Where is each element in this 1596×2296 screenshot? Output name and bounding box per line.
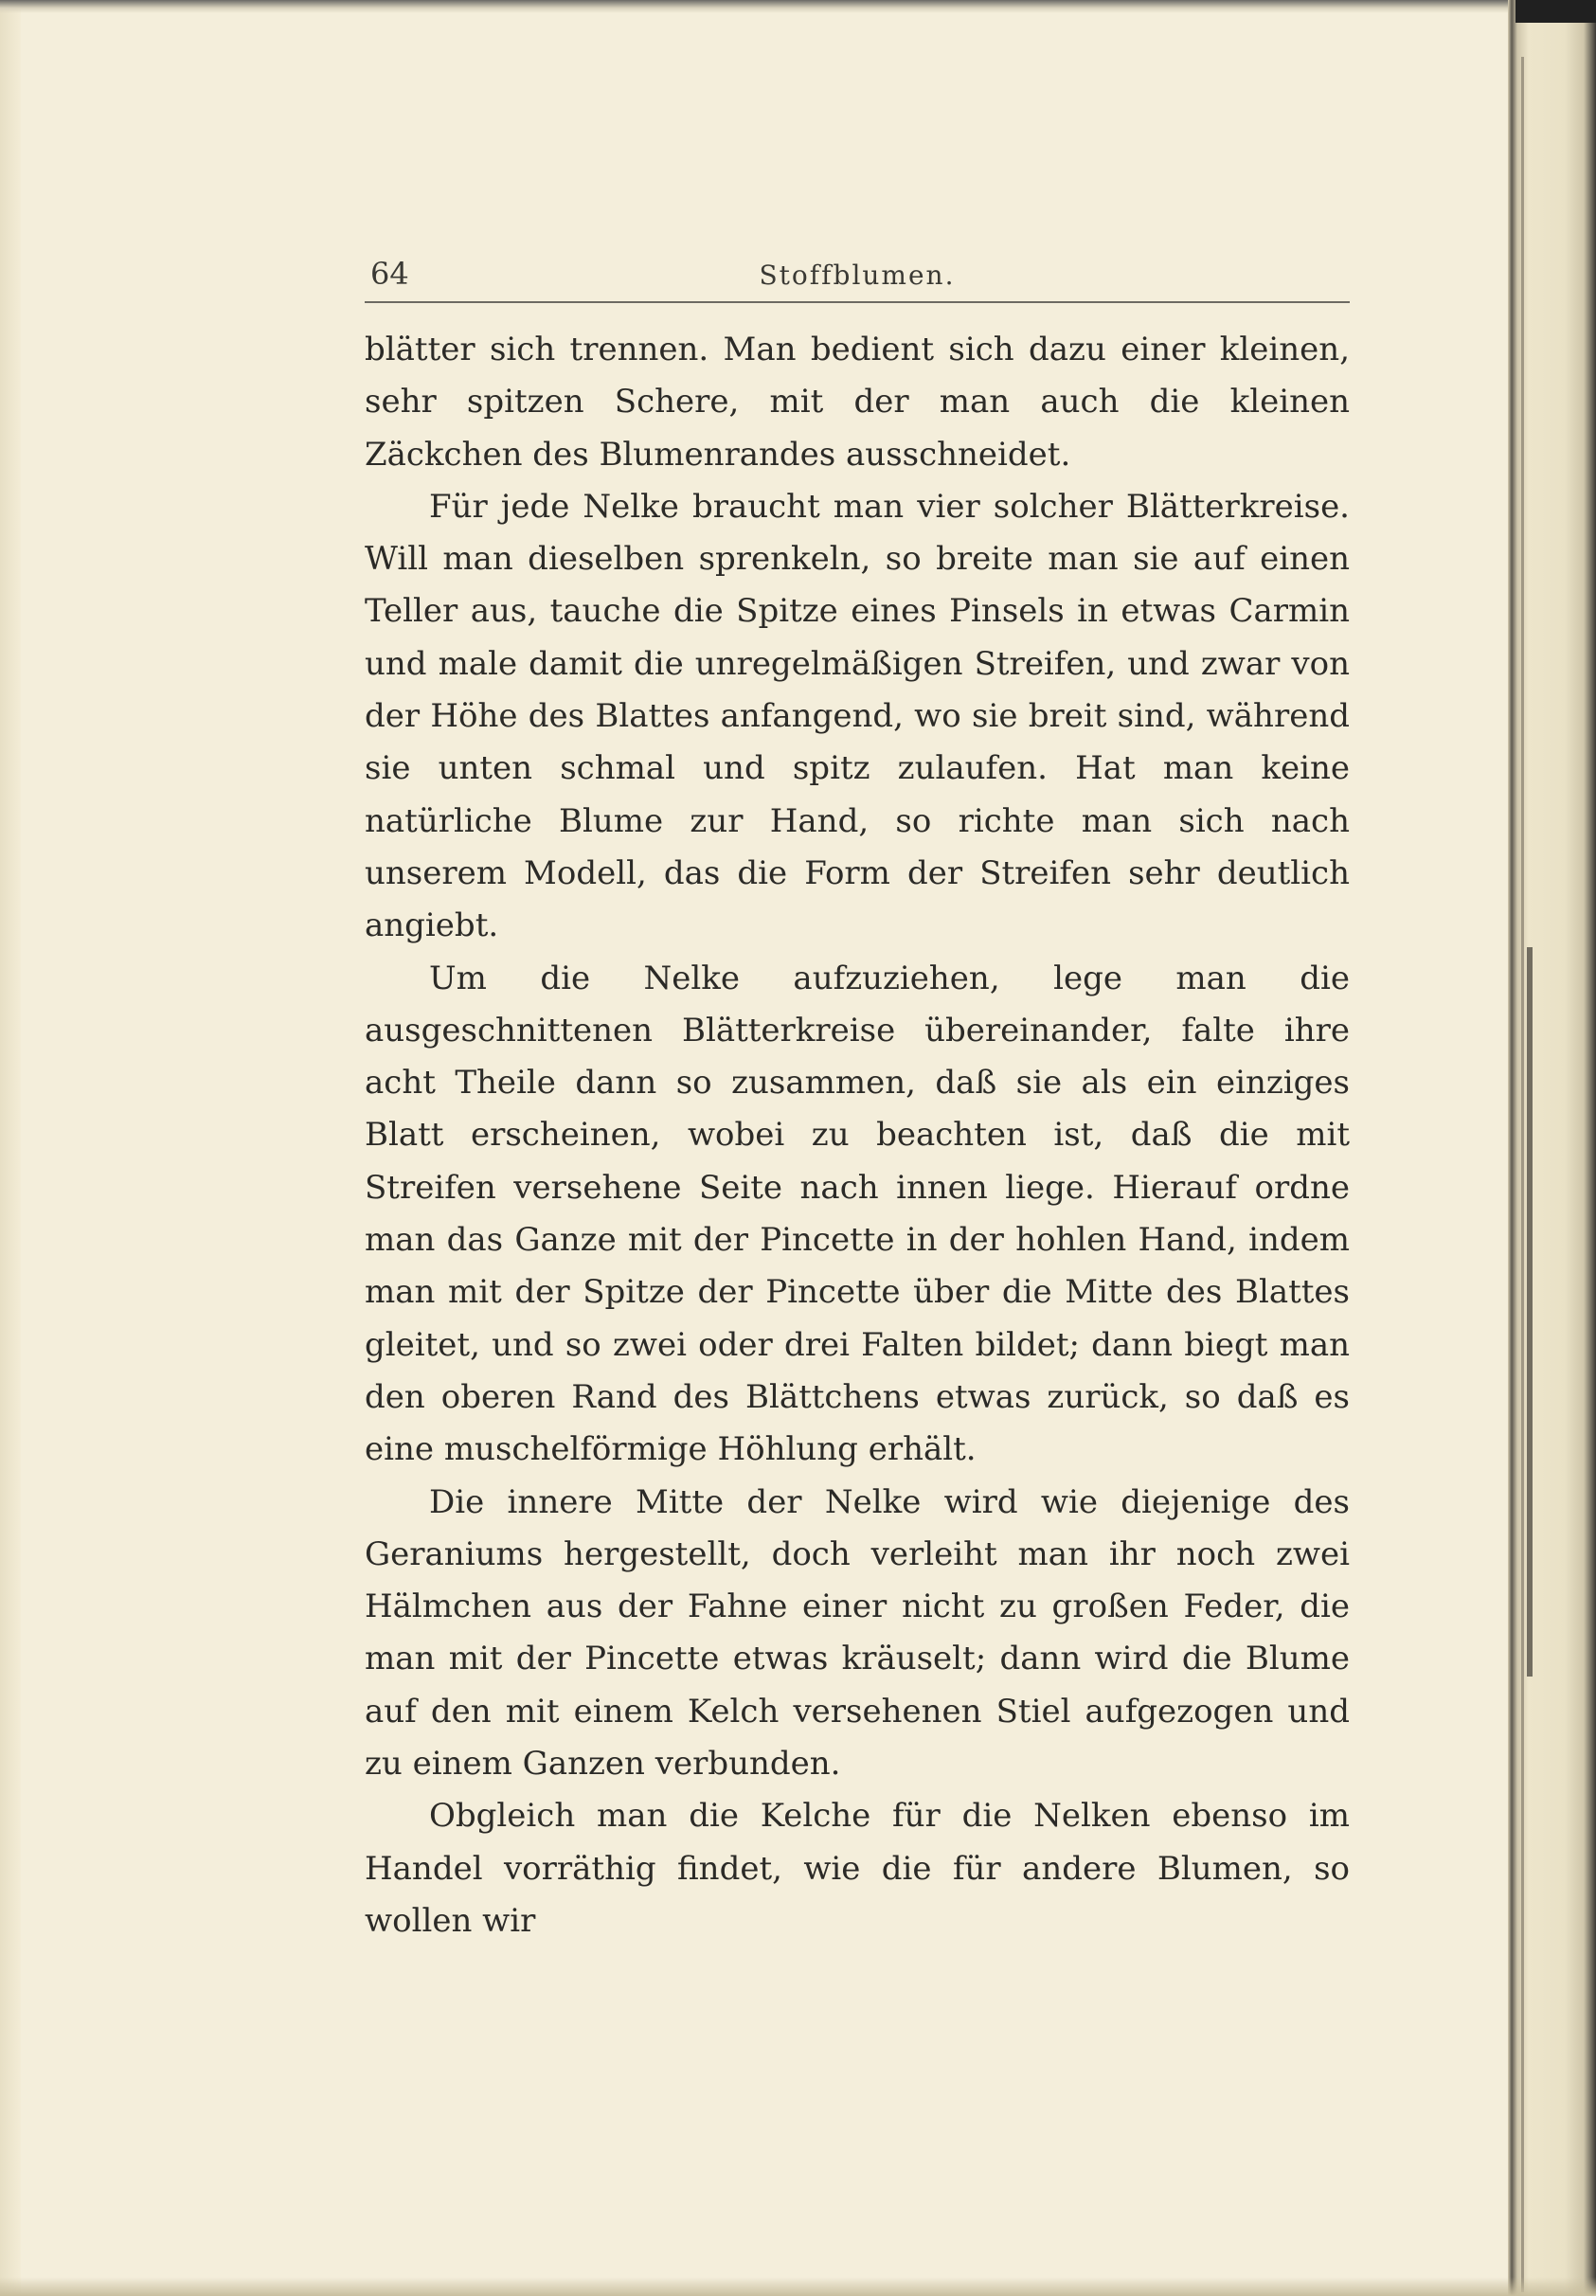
paragraph-2: Für jede Nelke braucht man vier solcher Blätterkreise. Will man dieselben sprenkeln, so breite man sie auf einen Teller aus, tauche die Spitze eines Pinsels in etwas Carmin und male damit die unregelmäßigen Streifen, und zwar von der Höhe des Blattes anfangend, wo sie breit sind, während sie unten schmal und spitz zulaufen. Hat man keine natürliche Blume zur Hand, so richte man sich nach unserem Modell, das die Form der Streifen sehr deutlich angiebt. xyxy=(365,487,1350,945)
paragraph-4: Die innere Mitte der Nelke wird wie diejenige des Geraniums hergestellt, doch verleiht man ihr noch zwei Hälmchen aus der Fahne einer nicht zu großen Feder, die man mit der Pincette etwas kräuselt; dann wird die Blume auf den mit einem Kelch versehenen Stiel aufgezogen und zu einem Ganzen verbunden. xyxy=(365,1482,1350,1784)
page-left-edge xyxy=(0,0,21,2296)
edge-shadow xyxy=(1527,947,1533,1677)
page-header xyxy=(365,244,1350,303)
corner-shadow xyxy=(1515,0,1596,23)
running-title: Stoffblumen. xyxy=(759,260,956,291)
paragraph-5: Obgleich man die Kelche für die Nelken ebenso im Handel vorräthig findet, wie die für andere Blumen, so wollen wir xyxy=(365,1797,1350,1940)
paragraph-1: blätter sich trennen. Man bedient sich dazu einer kleinen, sehr spitzen Schere, mit der man auch die kleinen Zäckchen des Blumenrandes ausschneidet. xyxy=(365,331,1350,474)
page-bottom-edge xyxy=(0,2277,1596,2296)
paragraph-3: Um die Nelke aufzuziehen, lege man die ausgeschnittenen Blätterkreise übereinander, falte ihre acht Theile dann so zusammen, daß sie als ein einziges Blatt erscheinen, wobei zu beachten ist, daß die mit Streifen versehene Seite nach innen liege. Hierauf ordne man das Ganze mit der Pincette in der hohlen Hand, indem man mit der Spitze der Pincette über die Mitte des Blattes gleitet, und so zwei oder drei Falten bildet; dann biegt man den oberen Rand des Blättchens etwas zurück, so daß es eine muschelförmige Höhlung erhält. xyxy=(365,959,1350,1469)
page-number: 64 xyxy=(370,256,409,292)
page-content xyxy=(365,244,1350,1947)
page-top-edge xyxy=(0,0,1596,13)
edge-rule xyxy=(1521,57,1524,2292)
